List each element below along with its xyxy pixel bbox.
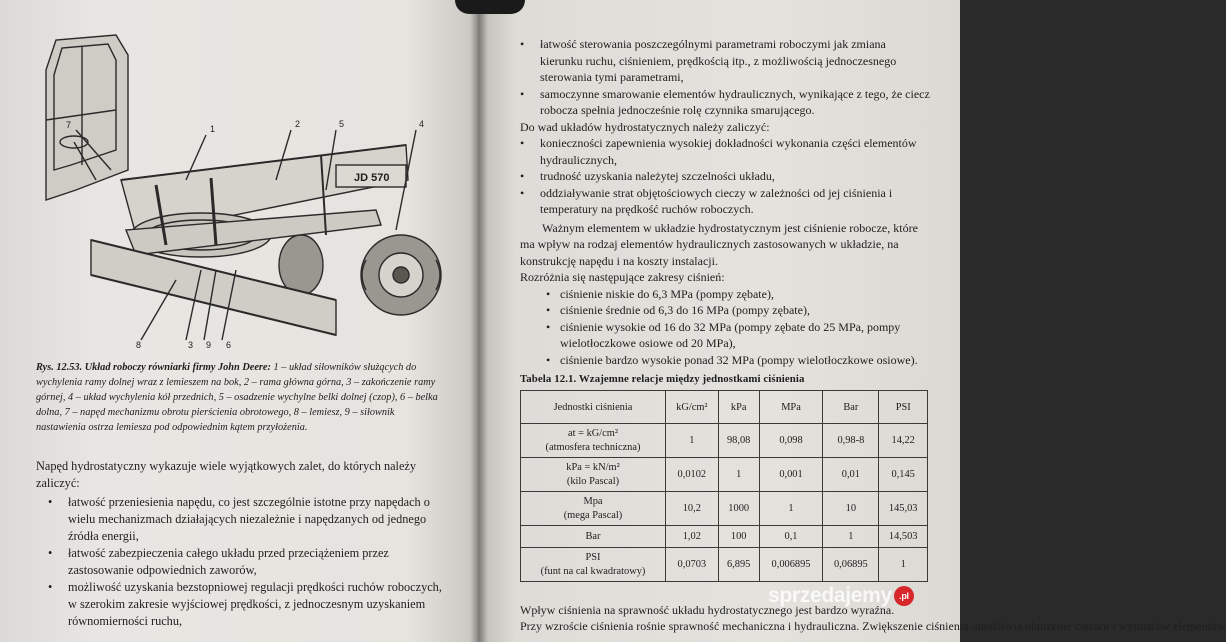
value-cell: 6,895 <box>718 548 759 582</box>
list-item: • ciśnienie średnie od 6,3 do 16 MPa (pompy zębate), <box>546 302 930 319</box>
pressure-ranges-list <box>546 286 930 369</box>
caption-text: 1 – układ siłowników służących do wychylenia ramy dolnej wraz z lemieszem na bok, 2 – rama główna górna, 3 – zakończenie ramy górnej, 4 – układ wychylenia kół przednich, 5 – osadzenie wychylne belki dolnej (czop), 6 – belka dolna, 7 – napęd mechanizmu obrotu pierścienia obrotowego, 8 – lemiesz, 9 – siłownik nastawienia ostrza lemiesza pod odpowiednim kątem przyłożenia. <box>36 362 438 433</box>
unit-cell: PSI (funt na cal kwadratowy) <box>521 548 666 582</box>
caption-title: Rys. 12.53. Układ roboczy równiarki firmy John Deere: <box>36 362 271 373</box>
header-cell: PSI <box>879 391 928 424</box>
table-title: Tabela 12.1. Wzajemne relacje między jednostkami ciśnienia <box>520 373 805 385</box>
value-cell: 14,503 <box>879 526 928 548</box>
table-row <box>521 458 928 492</box>
callout-8: 8 <box>136 340 142 350</box>
watermark-badge: .pl <box>894 586 914 606</box>
callout-2: 2 <box>295 119 301 129</box>
table-row <box>521 492 928 526</box>
value-cell: 0,01 <box>823 458 879 492</box>
value-cell: 0,0102 <box>666 458 719 492</box>
pressure-paragraph: Ważnym elementem w układzie hydrostatycznym jest ciśnienie robocze, które ma wpływ na rodzaj elementów hydraulicznych zastosowanych w układzie, na konstrukcję napędu i na koszty instalacji. <box>520 220 918 268</box>
unit-cell: kPa = kN/m² (kilo Pascal) <box>521 458 666 492</box>
binding-shadow <box>455 0 525 14</box>
value-cell: 1 <box>666 424 719 458</box>
ranges-intro: Rozróżnia się następujące zakresy ciśnień: <box>520 270 725 284</box>
left-body <box>36 458 446 630</box>
unit-cell: Mpa (mega Pascal) <box>521 492 666 526</box>
table-header-row <box>521 391 928 424</box>
model-label: JD 570 <box>354 172 390 184</box>
list-item: • oddziaływanie strat objętościowych cieczy w zależności od jej ciśnienia i temperatury na prędkość ruchów roboczych. <box>520 185 930 218</box>
value-cell: 0,001 <box>759 458 823 492</box>
table-row <box>521 526 928 548</box>
list-item: • łatwość sterowania poszczególnymi parametrami roboczymi jak zmiana kierunku ruchu, ciśnieniem, prędkością itp., z możliwością jednoczesnego sterowania tymi parametrami, <box>520 36 930 86</box>
watermark-text: sprzedajemy <box>768 584 892 607</box>
table-row <box>521 548 928 582</box>
list-item: • konieczności zapewnienia wysokiej dokładności wykonania części elementów hydraulicznych, <box>520 135 930 168</box>
unit-cell: at = kG/cm² (atmosfera techniczna) <box>521 424 666 458</box>
pressure-units-table <box>520 390 928 582</box>
header-cell: MPa <box>759 391 823 424</box>
bottom-line-2: Przy wzroście ciśnienia rośnie sprawność mechaniczna i hydrauliczna. Zwiększenie ciśnienia umożliwia obniżenie ciężaru i wymiarów elementów <box>520 619 1226 633</box>
callout-7: 7 <box>66 120 72 130</box>
grader-illustration <box>36 30 440 355</box>
bottom-line-1: Wpływ ciśnienia na sprawność układu hydrostatycznego jest bardzo wyraźna. <box>520 603 895 617</box>
left-intro: Napęd hydrostatyczny wykazuje wiele wyjątkowych zalet, do których należy zaliczyć: <box>36 459 417 490</box>
book-gutter <box>470 0 488 642</box>
list-item: • samoczynne smarowanie elementów hydraulicznych, wynikające z tego, że ciecz robocza spełnia jednocześnie rolę czynnika smarującego. <box>520 86 930 119</box>
value-cell: 10,2 <box>666 492 719 526</box>
header-cell: kG/cm² <box>666 391 719 424</box>
callout-4: 4 <box>419 119 425 129</box>
value-cell: 0,06895 <box>823 548 879 582</box>
list-item: • trudność uzyskania należytej szczelności układu, <box>520 168 930 185</box>
list-item: • łatwość zabezpieczenia całego układu przed przeciążeniem przez zastosowanie odpowiednich zaworów, <box>48 545 446 579</box>
value-cell: 1 <box>823 526 879 548</box>
value-cell: 1000 <box>718 492 759 526</box>
right-body <box>520 36 930 368</box>
value-cell: 145,03 <box>879 492 928 526</box>
callout-1: 1 <box>210 124 216 134</box>
callout-9: 9 <box>206 340 212 350</box>
value-cell: 0,1 <box>759 526 823 548</box>
list-item: • możliwość uzyskania bezstopniowej regulacji prędkości ruchów roboczych, w szerokim zakresie wyjściowej prędkości, z jednoczesnym uzyskaniem równomierności ruchu, <box>48 579 446 630</box>
disadvantages-intro: Do wad układów hydrostatycznych należy zaliczyć: <box>520 119 770 134</box>
value-cell: 10 <box>823 492 879 526</box>
disadvantages-list <box>520 135 930 218</box>
header-cell: kPa <box>718 391 759 424</box>
value-cell: 0,145 <box>879 458 928 492</box>
header-cell: Bar <box>823 391 879 424</box>
table-row <box>521 424 928 458</box>
list-item: • ciśnienie niskie do 6,3 MPa (pompy zębate), <box>546 286 930 303</box>
value-cell: 98,08 <box>718 424 759 458</box>
header-cell: Jednostki ciśnienia <box>521 391 666 424</box>
callout-6: 6 <box>226 340 232 350</box>
value-cell: 0,98-8 <box>823 424 879 458</box>
list-item: • ciśnienie wysokie od 16 do 32 MPa (pompy zębate do 25 MPa, pompy wielotłoczkowe osiowe od 20 MPa), <box>546 319 930 352</box>
figure-caption <box>36 360 442 435</box>
value-cell: 100 <box>718 526 759 548</box>
advantages-list-cont <box>520 36 930 119</box>
value-cell: 0,006895 <box>759 548 823 582</box>
list-item: • łatwość przeniesienia napędu, co jest szczególnie istotne przy napędach o wielu mechanizmach działających niezależnie i napędzanych od jednego źródła energii, <box>48 494 446 545</box>
value-cell: 1 <box>759 492 823 526</box>
callout-3: 3 <box>188 340 194 350</box>
value-cell: 1 <box>718 458 759 492</box>
advantages-list <box>48 494 446 630</box>
callout-5: 5 <box>339 119 345 129</box>
value-cell: 1,02 <box>666 526 719 548</box>
value-cell: 0,0703 <box>666 548 719 582</box>
list-item: • ciśnienie bardzo wysokie ponad 32 MPa (pompy wielotłoczkowe osiowe). <box>546 352 930 369</box>
value-cell: 0,098 <box>759 424 823 458</box>
value-cell: 1 <box>879 548 928 582</box>
sprzedajemy-watermark <box>768 584 914 608</box>
unit-cell: Bar <box>521 526 666 548</box>
value-cell: 14,22 <box>879 424 928 458</box>
